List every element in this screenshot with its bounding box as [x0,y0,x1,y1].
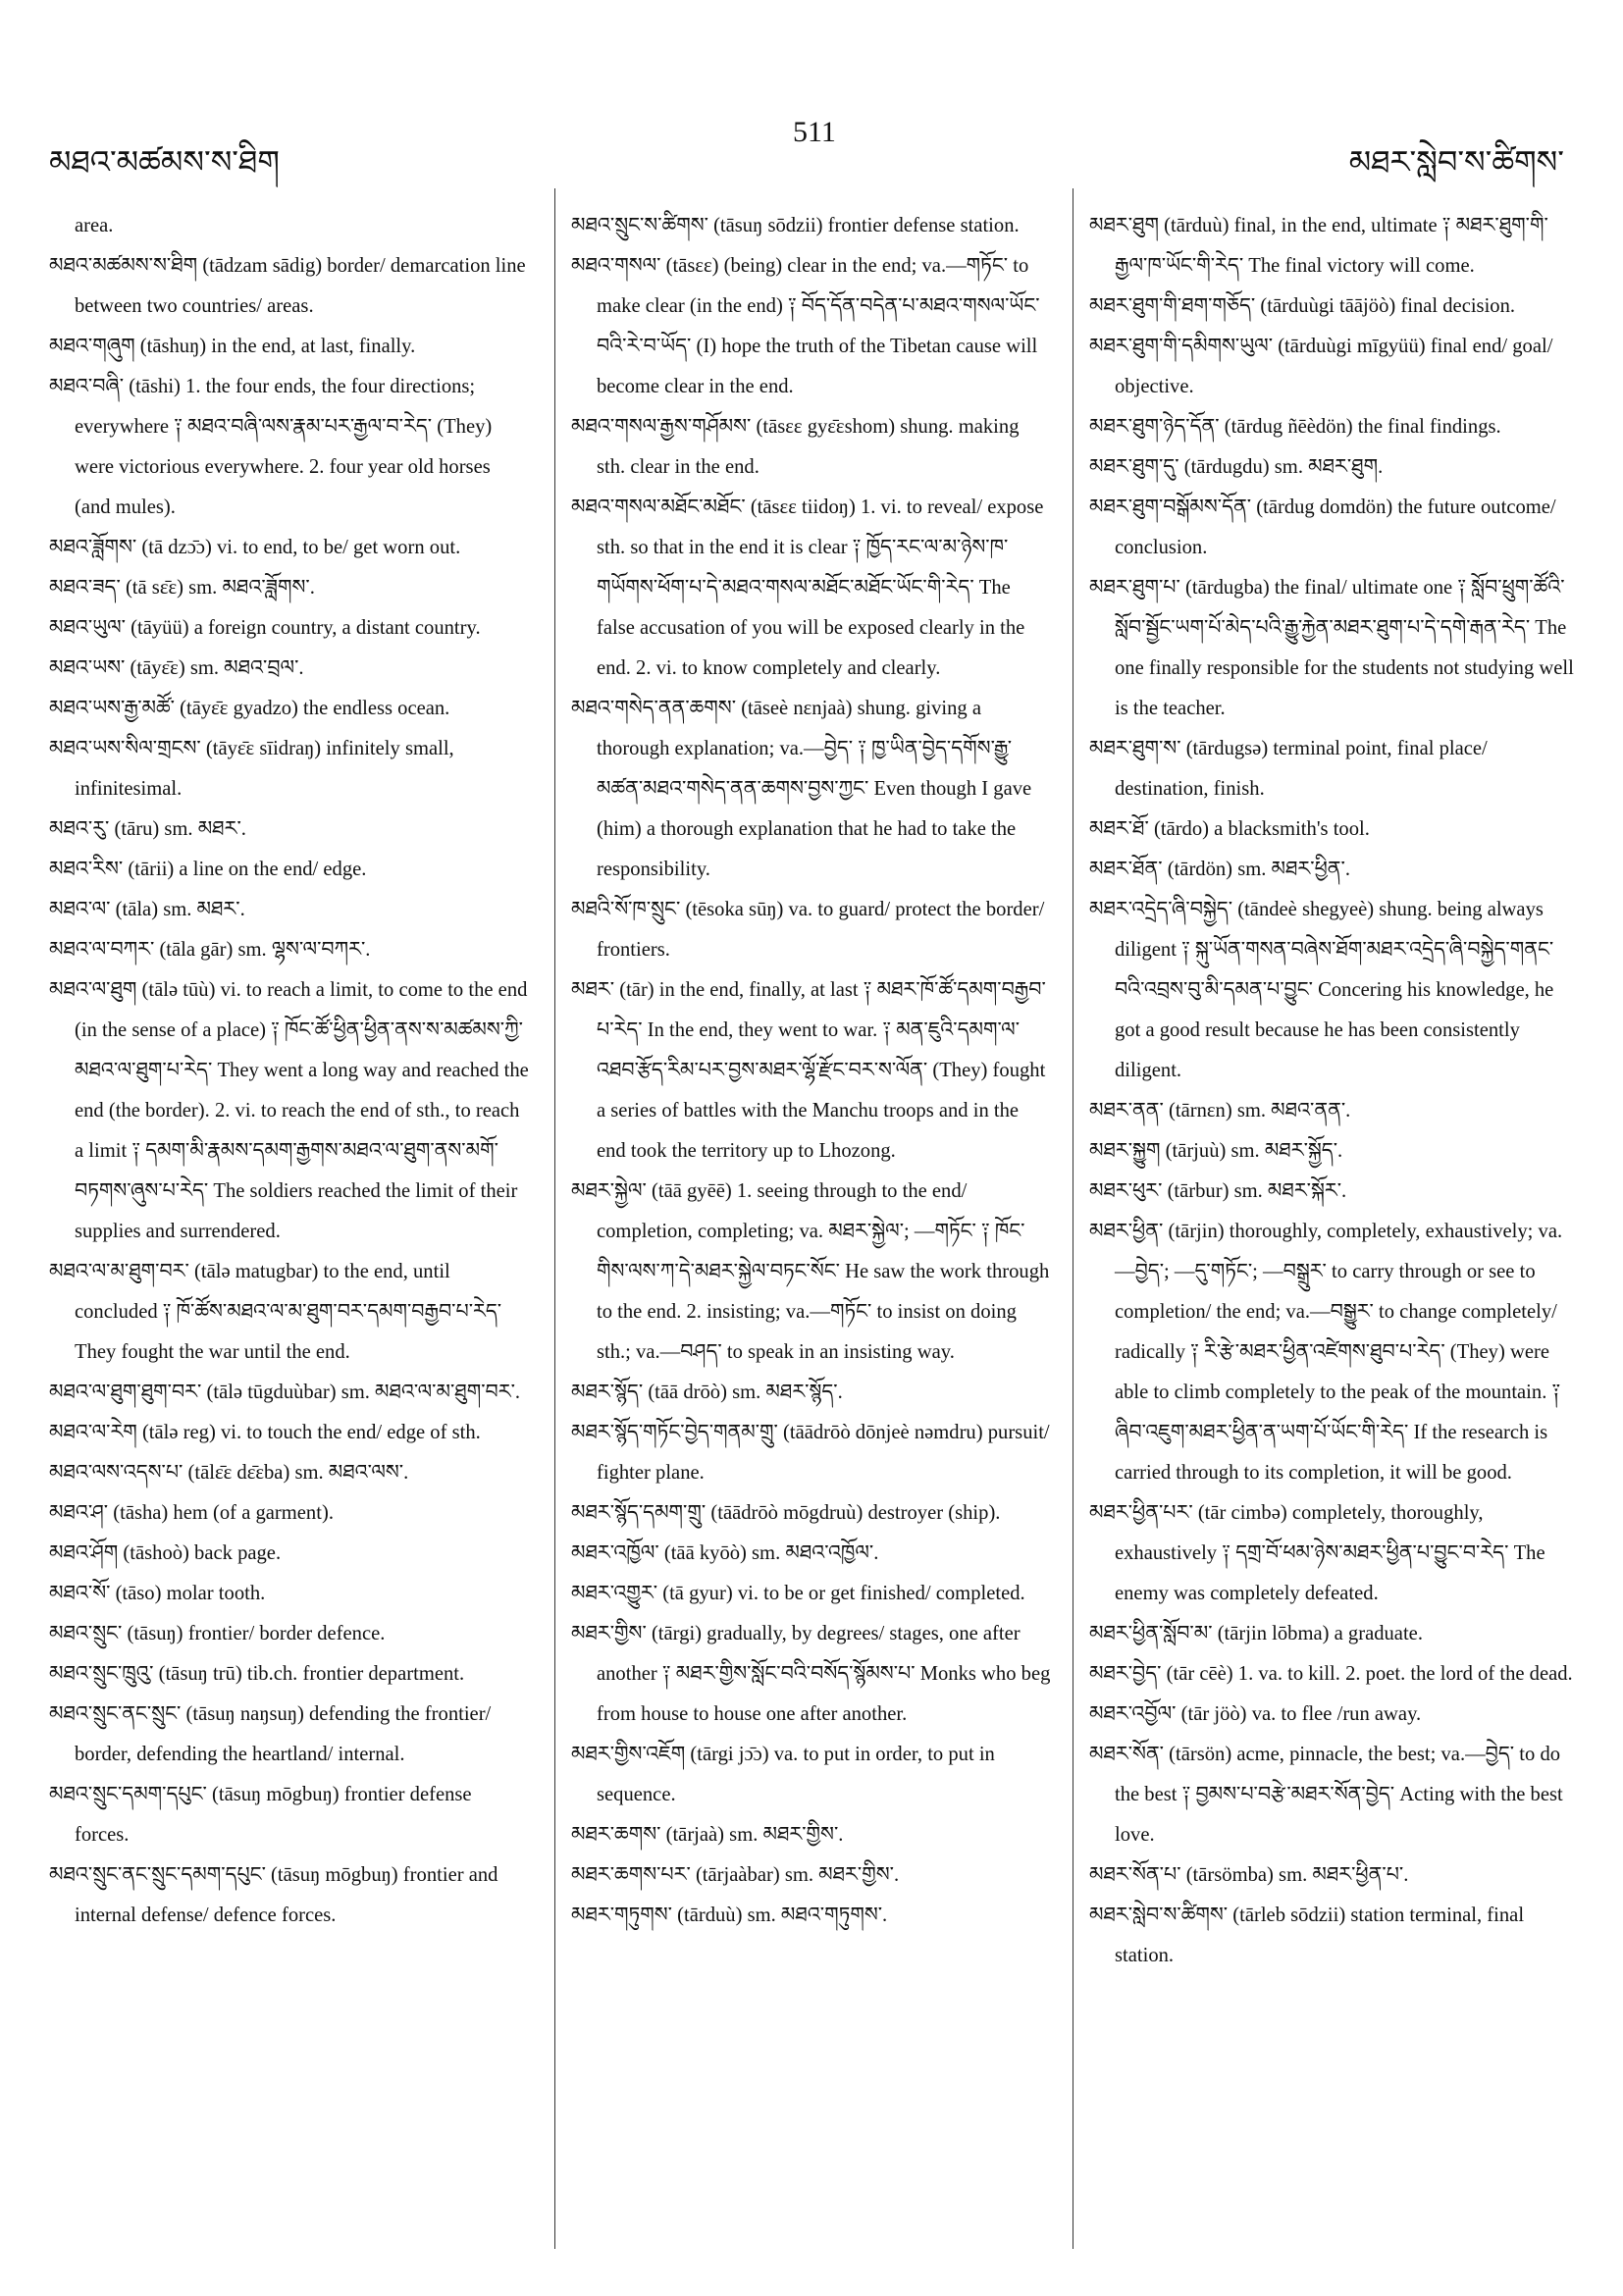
entry-definition: (tā gyur) vi. to be or get finished/ completed. [662,1583,1025,1604]
entry-definition: (tālə tūgduùbar) sm. མཐའ་ལ་མ་ཐུག་བར་. [206,1382,521,1403]
entry-headword: མཐའ་སྲུང་དམག་དཔུང་ [49,1784,207,1805]
dictionary-entry [1089,1654,1580,1695]
dictionary-entry [49,206,530,246]
entry-definition: (tārdug domdön) the future outcome/ conclusion. [1115,496,1556,558]
dictionary-entry [49,1855,530,1936]
dictionary-entry [571,689,1052,890]
entry-headword: མཐར་ [571,979,615,1001]
dictionary-entry [571,1413,1052,1493]
entry-definition: (tāso) molar tooth. [115,1583,266,1604]
entry-headword: མཐའི་སོ་ཁ་སྲུང་ [571,899,681,920]
dictionary-entry [49,246,530,327]
entry-headword: མཐར་ཕྱིན་པར་ [1089,1502,1193,1524]
entry-headword: མཐའ་ལས་འདས་པ་ [49,1462,183,1484]
entry-definition: (tāsuŋ mōgbuŋ) frontier defense forces. [75,1784,472,1846]
entry-headword: མཐར་འབྱོལ་ [1089,1703,1177,1725]
entry-definition: (tāādrōò dōnjeè nəmdru) pursuit/ fighter plane. [597,1422,1050,1484]
entry-headword: མཐར་ཕུར་ [1089,1180,1163,1202]
dictionary-entry [571,488,1052,689]
dictionary-entry [1089,568,1580,729]
entry-headword: མཐར་ཐུག [1089,215,1159,236]
entry-headword: མཐའ་ཡས་སིལ་གྲངས་ [49,738,201,759]
entry-headword: མཐའ་ལ་རེག [49,1422,137,1443]
entry-headword: མཐའ་གཞུག [49,336,135,357]
dictionary-entry [571,1855,1052,1896]
entry-headword: མཐའ་ཟད་ [49,577,121,599]
dictionary-entry [49,649,530,689]
entry-definition: (tārduùgi tāājöò) final decision. [1260,295,1516,317]
entry-definition: (tārdön) sm. མཐར་ཕྱིན་. [1167,859,1350,880]
dictionary-column-1 [49,206,530,2257]
entry-definition: (tārjuù) sm. མཐར་སྐྱོད་. [1165,1140,1343,1162]
entry-definition: (tēsoka sūŋ) va. to guard/ protect the border/ frontiers. [597,899,1045,961]
entry-definition: (tādzam sādig) border/ demarcation line between two countries/ areas. [75,255,526,317]
entry-headword: མཐར་ཐུག་གི་ཐག་གཅོད་ [1089,295,1256,317]
entry-headword: མཐའ་སྲུང་ [49,1623,123,1644]
entry-headword: མཐར་ནན་ [1089,1100,1164,1122]
dictionary-entry [1089,850,1580,890]
entry-headword: མཐའ་མཚམས་ས་ཐིག [49,255,198,277]
entry-headword: མཐའ་བཞི་ [49,376,125,397]
entry-headword: མཐར་སྙོད་ [571,1382,644,1403]
entry-definition: (tār cēè) 1. va. to kill. 2. poet. the lord of the dead. [1166,1663,1573,1685]
entry-headword: མཐའ་སྲུང་ནང་སྲུང་དམག་དཔུང་ [49,1864,266,1886]
entry-headword: མཐའ་གསལ་རྒྱས་གཤོམས་ [571,416,752,438]
dictionary-entry [1089,488,1580,568]
entry-definition: (tāseè nɛnjaà) shung. giving a thorough explanation; va.—བྱེད་ ༑ ཁྱ་ཡིན་བྱེད་དགོས་རྒྱུ་མཚན་མཐའ་གསེད་ནན་ཆགས་བྱས་ཀྱང་ Even though I gave (him) a thorough explanation that he had to take the responsibility. [597,698,1032,880]
dictionary-entry [49,1614,530,1654]
entry-headword: མཐར་ཐུག་ས་ [1089,738,1181,759]
entry-headword: མཐའ་ཡས་ [49,657,126,679]
entry-headword: མཐར་སྙོད་གཏོང་བྱེད་གནམ་གྲུ་ [571,1422,778,1443]
dictionary-entry [49,850,530,890]
dictionary-entry [571,890,1052,970]
dictionary-entry [1089,1855,1580,1896]
entry-definition: (tālə tūù) vi. to reach a limit, to come to the end (in the sense of a place) ༑ ཁོང་ཚོ་ཕྱིན་ཕྱིན་ནས་ས་མཚམས་ཀྱི་མཐའ་ལ་ཐུག་པ་རེད་ They went a long way and reached the end (the border). 2. vi. to reach the end of sth., to reach a limit ༑ དམག་མི་རྣམས་དམག་རྒྱགས་མཐའ་ལ་ཐུག་ནས་མགོ་བཏགས་ཞུས་པ་རེད་ The soldiers reached the limit of their supplies and surrendered. [75,979,529,1242]
dictionary-entry [49,1493,530,1534]
entry-headword: མཐར་ཕྱིན་ [1089,1221,1164,1242]
entry-headword: མཐར་ཐུག་བསྒོམས་དོན་ [1089,496,1252,518]
column-divider [554,188,555,2249]
entry-headword: མཐར་ཕྱིན་སློབ་མ་ [1089,1623,1213,1644]
entry-definition: (tāla gār) sm. ལྷས་ལ་བཀར་. [159,939,371,961]
entry-definition: (tārgi) gradually, by degrees/ stages, one after another ༑ མཐར་གྱིས་སློང་བའི་བསོད་སྙོམས་པ་ Monks who beg from house to house one after another. [597,1623,1051,1725]
entry-definition: (tāsɛɛ) (being) clear in the end; va.—གཏོང་ to make clear (in the end) ༑ བོད་དོན་བདེན་པ་མཐའ་གསལ་ཡོང་བའི་རེ་བ་ཡོད་ (I) hope the truth of the Tibetan cause will become clear in the end. [597,255,1040,397]
entry-headword: མཐའ་སོ་ [49,1583,111,1604]
entry-headword: མཐར་འགྱུར་ [571,1583,658,1604]
page-header [0,116,1623,180]
dictionary-entry [49,809,530,850]
dictionary-entry [571,1815,1052,1855]
entry-definition: (tār) in the end, finally, at last ༑ མཐར་ཁོ་ཚོ་དམག་བརྒྱབ་པ་རེད་ In the end, they went to war. ༑ མན་ཇུའི་དམག་ལ་འཐབ་རྩོད་རིམ་པར་བྱས་མཐར་ལྷོ་རྫོང་བར་ས་ལོན་ (They) fought a series of battles with the Manchu troops and in the end took the territory up to Lhozong. [597,979,1046,1162]
entry-definition: (tāsha) hem (of a garment). [113,1502,334,1524]
dictionary-entry [49,689,530,729]
entry-definition: (tāyɛ̄ɛ) sm. མཐའ་བྲལ་. [130,657,304,679]
entry-definition: (tāsɛɛ tiidoŋ) 1. vi. to reveal/ expose sth. so that in the end it is clear ༑ ཁྱོད་རང་ལ་མ་ཉེས་ཁ་གཡོགས་ཕོག་པ་དེ་མཐའ་གསལ་མཐོང་མཐོང་ཡོང་གི་རེད་ The false accusation of you will be exposed clearly in the end. 2. vi. to know completely and clearly. [597,496,1044,679]
dictionary-entry [49,608,530,649]
dictionary-entry [1089,1172,1580,1212]
entry-headword: མཐར་འདྲེད་ཞི་བསྐྱེད་ [1089,899,1233,920]
entry-definition: (tāyɛ̄ɛ gyadzo) the endless ocean. [180,698,450,719]
entry-definition: (tārnɛn) sm. མཐའ་ནན་. [1169,1100,1351,1122]
dictionary-entry [571,1493,1052,1534]
entry-headword: མཐའ་རིས་ [49,859,124,880]
dictionary-entry [1089,1735,1580,1855]
entry-definition: (tārdugsə) terminal point, final place/ destination, finish. [1115,738,1488,800]
dictionary-entry [49,1574,530,1614]
entry-definition: (tārduùgi mīgyüü) final end/ goal/ objective. [1115,336,1553,397]
entry-definition: (tāshuŋ) in the end, at last, finally. [139,336,416,357]
dictionary-entry [49,970,530,1252]
entry-headword: མཐར་སོན་པ་ [1089,1864,1181,1886]
dictionary-entry [1089,327,1580,407]
dictionary-entry [571,1172,1052,1373]
entry-headword: མཐར་སྐྱེལ་ [571,1180,647,1202]
entry-headword: མཐའ་ཟློགས་ [49,537,137,558]
entry-definition: (tārii) a line on the end/ edge. [128,859,367,880]
entry-definition: (tārdugba) the final/ ultimate one ༑ སློབ་ཕྲུག་ཚོའི་སློབ་སྦྱོང་ཡག་པོ་མེད་པའི་རྒྱུ་རྐྱེན་མཐར་ཐུག་པ་དེ་དགེ་རྒན་རེད་ The one finally responsible for the students not studying well is the teacher. [1115,577,1574,719]
entry-definition: (tā dzɔ̄ɔ) vi. to end, to be/ get worn out. [141,537,461,558]
dictionary-entry [1089,447,1580,488]
entry-headword: མཐའ་ལ་ཐུག་ཐུག་བར་ [49,1382,202,1403]
entry-definition: (tāla) sm. མཐར་. [115,899,245,920]
entry-definition: area. [75,215,114,236]
dictionary-entry [571,206,1052,246]
entry-headword: མཐར་ཐོ་ [1089,818,1149,840]
dictionary-entry [1089,206,1580,287]
entry-definition: (tāyɛ̄ɛ sīidraŋ) infinitely small, infinitesimal. [75,738,454,800]
dictionary-entry [49,1453,530,1493]
entry-headword: མཐར་གྱིས་འཇོག [571,1744,686,1765]
dictionary-entry [1089,1131,1580,1172]
dictionary-entry [1089,1091,1580,1131]
entry-definition: (tārsömba) sm. མཐར་ཕྱིན་པ་. [1185,1864,1409,1886]
dictionary-entry [571,1574,1052,1614]
entry-definition: (tāshoò) back page. [123,1542,282,1564]
entry-headword: མཐའ་སྲུང་ནང་སྲུང་ [49,1703,182,1725]
dictionary-entry [49,1534,530,1574]
dictionary-entry [49,568,530,608]
entry-definition: (tāā drōò) sm. མཐར་སྙོད་. [648,1382,843,1403]
dictionary-entry [1089,809,1580,850]
entry-definition: (tārdo) a blacksmith's tool. [1153,818,1370,840]
entry-definition: (tārduù) sm. མཐའ་གཏུགས་. [677,1905,888,1926]
dictionary-entry [1089,287,1580,327]
dictionary-entry [49,1654,530,1695]
dictionary-entry [49,1775,530,1855]
entry-definition: (tārgi jɔ̄ɔ) va. to put in order, to put in sequence. [597,1744,995,1805]
entry-headword: མཐར་སླེབ་ས་ཚིགས་ [1089,1905,1229,1926]
entry-headword: མཐའ་ཡུལ་ [49,617,126,639]
dictionary-entry [49,1252,530,1373]
dictionary-column-3 [1089,206,1580,2257]
entry-headword: མཐའ་ཡས་རྒྱ་མཚོ་ [49,698,175,719]
entry-definition: (tāsuŋ) frontier/ border defence. [127,1623,386,1644]
entry-definition: (tāādrōò mōgdruù) destroyer (ship). [710,1502,1001,1524]
dictionary-column-2 [571,206,1052,2257]
entry-definition: (tārduù) final, in the end, ultimate ༑ མཐར་ཐུག་གི་རྒྱལ་ཁ་ཡོང་གི་རེད་ The final victory will come. [1115,215,1548,277]
entry-headword: མཐའ་གསལ་མཐོང་མཐོང་ [571,496,746,518]
entry-definition: (tār jöò) va. to flee /run away. [1180,1703,1422,1725]
entry-definition: (tāyüü) a foreign country, a distant country. [131,617,481,639]
entry-definition: (tāsuŋ trū) tib.ch. frontier department. [158,1663,465,1685]
entry-definition: (tārjaàbar) sm. མཐར་གྱིས་. [695,1864,900,1886]
entry-definition: (tāshi) 1. the four ends, the four directions; everywhere ༑ མཐའ་བཞི་ལས་རྣམ་པར་རྒྱལ་བ་རེད་ (They) were victorious everywhere. 2. four year old horses (and mules). [75,376,493,518]
entry-definition: (tālə matugbar) to the end, until concluded ༑ ཁོ་ཚོས་མཐའ་ལ་མ་ཐུག་བར་དམག་བརྒྱབ་པ་རེད་ They fought the war until the end. [75,1261,502,1363]
entry-headword: མཐའ་ཤ་ [49,1502,109,1524]
entry-definition: (tāā kyōò) sm. མཐའ་འཁྱོལ་. [663,1542,879,1564]
dictionary-entry [571,1614,1052,1735]
entry-definition: (tārdug ñēèdön) the final findings. [1224,416,1501,438]
dictionary-entry [1089,1614,1580,1654]
entry-definition: (tāru) sm. མཐར་. [114,818,246,840]
entry-headword: མཐར་ཆགས་པར་ [571,1864,691,1886]
page-number: 511 [793,116,836,148]
entry-headword: མཐའ་གསེད་ནན་ཆགས་ [571,698,737,719]
entry-definition: (tāsuŋ naŋsuŋ) defending the frontier/ border, defending the heartland/ internal. [75,1703,492,1765]
dictionary-entry [1089,890,1580,1091]
entry-headword: མཐར་སྙོད་དམག་གྲུ་ [571,1502,707,1524]
entry-headword: མཐའ་ལ་བཀར་ [49,939,155,961]
entry-definition: (tāsɛɛ gyɛ̄ɛshom) shung. making sth. clear in the end. [597,416,1020,478]
dictionary-entry [1089,1695,1580,1735]
dictionary-entry [1089,1896,1580,1976]
entry-definition: (tār cimbə) completely, thoroughly, exhaustively ༑ དགྲ་བོ་ཕམ་ཉེས་མཐར་ཕྱིན་པ་བྱུང་བ་རེད་ The enemy was completely defeated. [1115,1502,1545,1604]
entry-definition: (tālɛ̄ɛ dɛ̄ɛba) sm. མཐའ་ལས་. [187,1462,409,1484]
entry-definition: (tārsön) acme, pinnacle, the best; va.—བྱེད་ to do the best ༑ བྱམས་པ་བརྩེ་མཐར་སོན་བྱེད་ Acting with the best love. [1115,1744,1563,1846]
entry-definition: (tārbur) sm. མཐར་སྐོར་. [1167,1180,1347,1202]
dictionary-entry [571,1896,1052,1936]
dictionary-entry [49,930,530,970]
dictionary-entry [571,1534,1052,1574]
entry-definition: (tāā gyēē) 1. seeing through to the end/ completion, completing; va. མཐར་སྐྱེལ་; —གཏོང་ ༑ ཁོང་གིས་ལས་ཀ་དེ་མཐར་སྐྱེལ་བཏང་སོང་ He saw the work through to the end. 2. insisting; va.—གཏོང་ to insist on doing sth.; va.—བཤད་ to speak in an insisting way. [597,1180,1050,1363]
dictionary-entry [571,246,1052,407]
entry-headword: མཐའ་སྲུང་ས་ཚིགས་ [571,215,708,236]
dictionary-entry [49,1413,530,1453]
dictionary-entry [49,1695,530,1775]
dictionary-entry [49,1373,530,1413]
entry-headword: མཐའ་གསལ་ [571,255,661,277]
dictionary-entry [49,729,530,809]
entry-definition: (tārjaà) sm. མཐར་གྱིས་. [665,1824,844,1846]
entry-definition: (tārdugdu) sm. མཐར་ཐུག. [1183,456,1384,478]
dictionary-entry [49,327,530,367]
entry-headword: མཐའ་སྲུང་ཁྲུའུ་ [49,1663,154,1685]
entry-definition: (tārleb sōdzii) station terminal, final station. [1115,1905,1525,1966]
dictionary-entry [571,1373,1052,1413]
entry-headword: མཐར་ཐུག་ཉེད་དོན་ [1089,416,1220,438]
entry-headword: མཐར་ཐོན་ [1089,859,1163,880]
entry-headword: མཐའ་ལ་ [49,899,111,920]
entry-headword: མཐར་སོན་ [1089,1744,1165,1765]
left-guide-word: མཐའ་མཚམས་ས་ཐིག [49,144,280,180]
entry-headword: མཐར་སྐྱུག [1089,1140,1161,1162]
entry-definition: (tārjin) thoroughly, completely, exhaustively; va.—བྱེད་; —དུ་གཏོང་; —བསྒྲུར་ to carry through or see to completion/ the end; va.—བསྒྱུར་ to change completely/ radically ༑ རི་རྩེ་མཐར་ཕྱིན་འཛེགས་ཐུབ་པ་རེད་ (They) were able to climb completely to the peak of the mountain. ༑ ཞིབ་འཇུག་མཐར་ཕྱིན་ན་ཡག་པོ་ཡོང་གི་རེད་ If the research is carried through to its completion, it will be good. [1115,1221,1563,1484]
entry-headword: མཐའ་ལ་ཐུག [49,979,137,1001]
entry-definition: (tālə reg) vi. to touch the end/ edge of sth. [141,1422,481,1443]
dictionary-entry [1089,729,1580,809]
right-guide-word: མཐར་སླེབ་ས་ཚིགས་ [1348,144,1564,180]
entry-definition: (tāndeè shegyeè) shung. being always diligent ༑ སྐུ་ཡོན་གསན་བཞེས་ཐོག་མཐར་འདྲེད་ཞི་བསྐྱེད་གནང་བའི་འབྲས་བུ་མི་དམན་པ་བྱུང་ Concering his knowledge, he got a good result because he has been consistently diligent. [1115,899,1554,1081]
dictionary-entry [49,890,530,930]
dictionary-entry [49,528,530,568]
entry-headword: མཐར་ཐུག་པ་ [1089,577,1180,599]
entry-headword: མཐར་ཐུག་གི་དམིགས་ཡུལ་ [1089,336,1274,357]
entry-definition: (tāsuŋ sōdzii) frontier defense station. [713,215,1020,236]
dictionary-entry [571,407,1052,488]
dictionary-entry [1089,1493,1580,1614]
entry-headword: མཐར་ཆགས་ [571,1824,661,1846]
entry-headword: མཐར་གཏུགས་ [571,1905,672,1926]
entry-headword: མཐའ་ཤོག [49,1542,119,1564]
entry-headword: མཐར་ཐུག་དུ་ [1089,456,1179,478]
entry-definition: (tārjin lōbma) a graduate. [1217,1623,1423,1644]
dictionary-entry [571,970,1052,1172]
entry-headword: མཐར་བྱེད་ [1089,1663,1162,1685]
dictionary-entry [1089,1212,1580,1493]
dictionary-entry [1089,407,1580,447]
entry-headword: མཐར་འཁྱོལ་ [571,1542,659,1564]
entry-headword: མཐར་གྱིས་ [571,1623,647,1644]
entry-headword: མཐའ་ལ་མ་ཐུག་བར་ [49,1261,189,1282]
dictionary-entry [49,367,530,528]
entry-headword: མཐའ་རུ་ [49,818,110,840]
entry-definition: (tā sɛ̄ɛ) sm. མཐའ་ཟློགས་. [125,577,315,599]
entry-definition: (tāsuŋ mōgbuŋ) frontier and internal defense/ defence forces. [75,1864,498,1926]
dictionary-entry [571,1735,1052,1815]
